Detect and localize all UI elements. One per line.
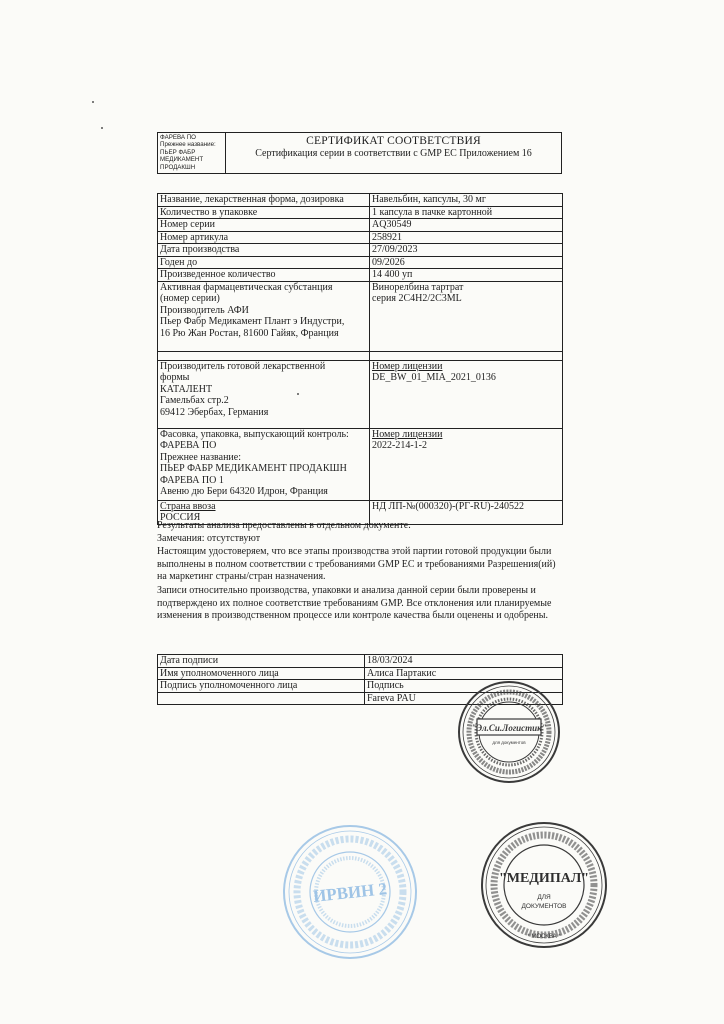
scan-speck xyxy=(101,127,103,129)
api-line: (номер серии) xyxy=(160,293,220,304)
license-label: Номер лицензии xyxy=(372,428,443,440)
country-value: РОССИЯ xyxy=(160,512,201,523)
api-value xyxy=(370,281,563,351)
packager-label xyxy=(158,428,370,500)
packager-row xyxy=(158,428,563,500)
packager-line: ФАРЕВА ПО 1 xyxy=(160,474,224,486)
spacer-cell xyxy=(158,351,370,360)
fm-line: 69412 Эбербах, Германия xyxy=(160,406,269,418)
row-label: Количество в упаковке xyxy=(158,206,370,219)
fm-line: Производитель готовой лекарственной xyxy=(160,360,326,372)
product-table xyxy=(157,193,563,525)
api-line: 16 Рю Жан Ростан, 81600 Гайяк, Франция xyxy=(160,327,339,339)
row-label: Дата производства xyxy=(158,244,370,257)
license-value: 2022-214-1-2 xyxy=(372,440,427,451)
results-text: Результаты анализа предоставлены в отдельном документе. xyxy=(157,520,411,531)
table-row xyxy=(158,194,563,207)
packager-line: Фасовка, упаковка, выпускающий контроль: xyxy=(160,428,349,440)
row-value: Подпись xyxy=(365,680,563,693)
finished-manufacturer-label xyxy=(158,360,370,428)
stamp-city-text: * МОСКВА * xyxy=(527,934,561,940)
stamp-medipal xyxy=(474,820,614,950)
table-row xyxy=(158,244,563,257)
spacer-cell xyxy=(370,351,563,360)
api-line: Активная фармацевтическая субстанция xyxy=(160,281,333,293)
document-subtitle: Сертификация серии в соответствии с GMP ЕС Приложением 16 xyxy=(255,148,532,159)
company-line: Прежнее название: xyxy=(160,141,216,149)
document-title: СЕРТИФИКАТ СООТВЕТСТВИЯ xyxy=(306,135,481,147)
remarks-text: Замечания: отсутствуют xyxy=(157,533,261,544)
table-row xyxy=(158,655,563,668)
row-label: Дата подписи xyxy=(158,655,365,668)
stamp-irvin xyxy=(275,822,425,962)
fm-line: КАТАЛЕНТ xyxy=(160,383,213,395)
row-label: Имя уполномоченного лица xyxy=(158,667,365,680)
row-value: 1 капсула в пачке картонной xyxy=(370,206,563,219)
fm-line: Гамельбах стр.2 xyxy=(160,395,229,406)
stamp-sub-text: ДЛЯ xyxy=(537,894,551,901)
country-caption: Страна ввоза xyxy=(160,500,216,512)
packager-license xyxy=(370,428,563,500)
company-line: ПЬЕР ФАБР xyxy=(160,148,196,156)
row-value: Алиса Партакис xyxy=(365,667,563,680)
stamp-name-text: ИРВИН 2 xyxy=(312,879,388,906)
company-line: МЕДИКАМЕНТ xyxy=(160,156,204,164)
certification-statement: Настоящим удостоверяем, что все этапы производства этой партии готовой продукции были выполнены в полном соответствии с требованиями GMP ЕС и требованиями Разрешения(ий) на маркетинг страны/стран назначения. xyxy=(157,546,556,583)
api-value-line: Винорелбина тартрат xyxy=(372,281,464,293)
finished-manufacturer-row xyxy=(158,360,563,428)
certificate-header xyxy=(157,132,562,174)
table-row xyxy=(158,269,563,282)
company-line: ФАРЕВА ПО xyxy=(160,134,196,141)
stamp-elsi-logistik xyxy=(444,677,574,787)
packager-line: ФАРЕВА ПО xyxy=(160,440,217,451)
api-line: Пьер Фабр Медикамент Плант э Индустри, xyxy=(160,316,345,327)
row-value: Fareva PAU xyxy=(365,692,563,705)
row-label: Подпись уполномоченного лица xyxy=(158,680,365,693)
country-nd: НД ЛП-№(000320)-(РГ-RU)-240522 xyxy=(370,500,563,524)
api-value-line: серия 2C4H2/2C3ML xyxy=(372,293,462,304)
scan-speck xyxy=(92,101,94,103)
row-label: Произведенное количество xyxy=(158,269,370,282)
row-value: 258921 xyxy=(370,231,563,244)
row-value: 09/2026 xyxy=(370,256,563,269)
stamp-sub-text: ДОКУМЕНТОВ xyxy=(521,903,567,910)
packager-line: Авеню дю Бери 64320 Идрон, Франция xyxy=(160,486,328,497)
row-value: AQ30549 xyxy=(370,219,563,232)
stamp-name-text: "МЕДИПАЛ" xyxy=(498,871,590,886)
row-value: 18/03/2024 xyxy=(365,655,563,668)
header-company-block xyxy=(158,133,226,173)
row-label: Номер артикула xyxy=(158,231,370,244)
table-row xyxy=(158,219,563,232)
license-label: Номер лицензии xyxy=(372,360,443,372)
row-label: Годен до xyxy=(158,256,370,269)
records-statement: Записи относительно производства, упаковки и анализа данной серии были проверены и подтверждено их полное соответствие требованиям GMP. Все отклонения или планируемые изменения в производственном процессе или контроле качества были оценены и одобрены. xyxy=(157,585,552,622)
table-row xyxy=(158,256,563,269)
packager-line: ПЬЕР ФАБР МЕДИКАМЕНТ ПРОДАКШН xyxy=(160,463,347,474)
stamp-name-text: "Эл.Си.Логистик" xyxy=(471,723,547,733)
row-value: 14 400 уп xyxy=(370,269,563,282)
finished-manufacturer-license xyxy=(370,360,563,428)
stamp-sub-text: для документов xyxy=(492,740,526,745)
api-line: Производитель АФИ xyxy=(160,304,249,316)
api-row xyxy=(158,281,563,351)
api-label xyxy=(158,281,370,351)
table-row xyxy=(158,206,563,219)
company-line: ПРОДАКШН xyxy=(160,163,196,171)
row-value: Навельбин, капсулы, 30 мг xyxy=(370,194,563,207)
table-row xyxy=(158,231,563,244)
row-label: Номер серии xyxy=(158,219,370,232)
row-value: 27/09/2023 xyxy=(370,244,563,257)
row-label: Название, лекарственная форма, дозировка xyxy=(158,194,370,207)
license-value: DE_BW_01_MIA_2021_0136 xyxy=(372,372,496,383)
fm-line: формы xyxy=(160,372,190,383)
row-label xyxy=(158,692,365,705)
spacer-row xyxy=(158,351,563,360)
packager-line: Прежнее название: xyxy=(160,451,241,463)
header-title-block xyxy=(226,133,561,173)
